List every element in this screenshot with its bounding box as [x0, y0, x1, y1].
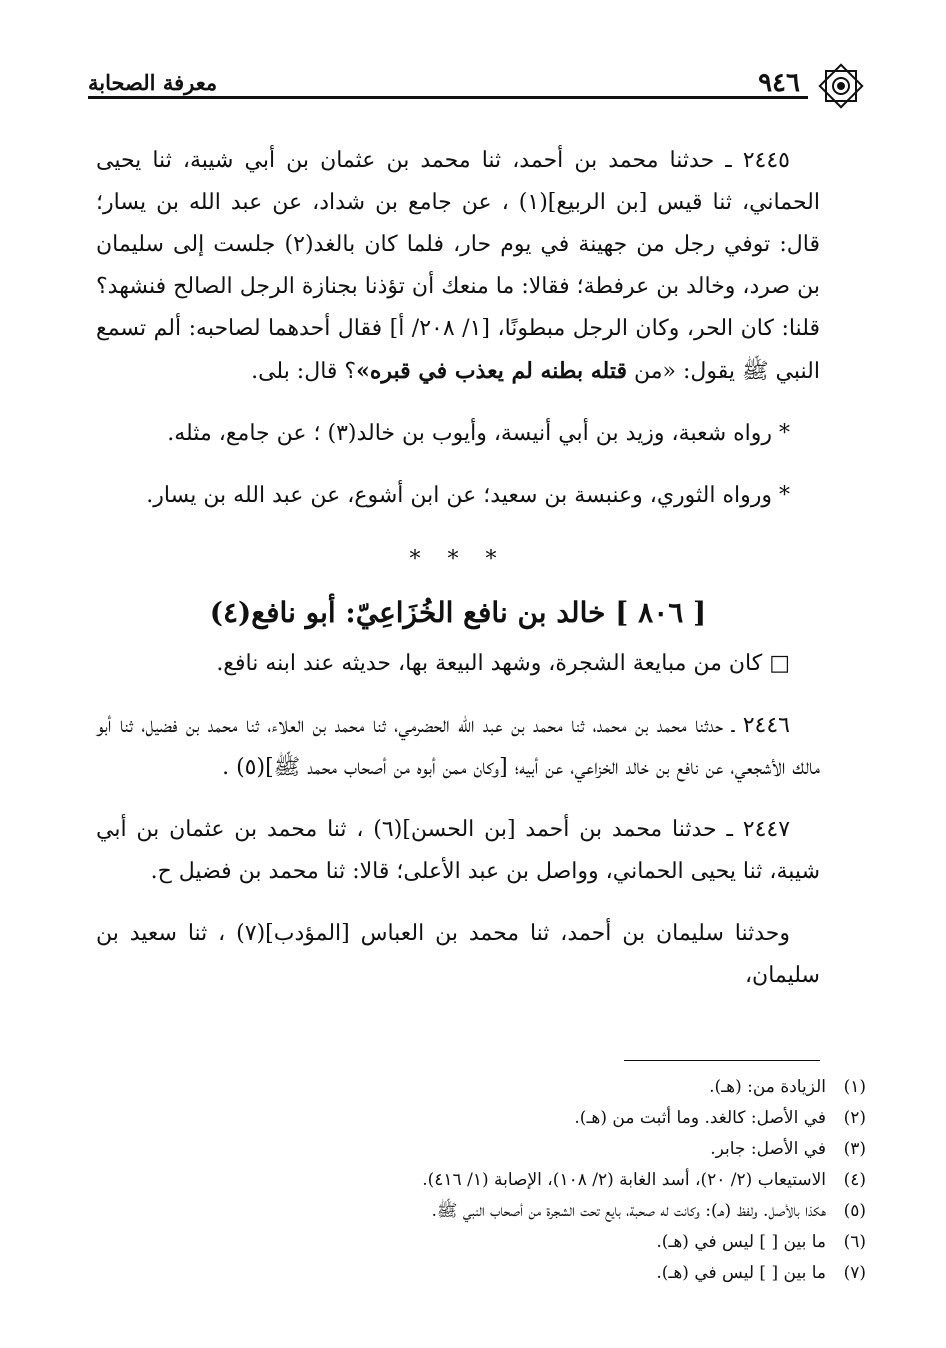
footnote-item: (٣)في الأصل: جابر.	[710, 1139, 866, 1159]
footnotes	[96, 1072, 866, 1289]
hadith-2445	[96, 140, 820, 393]
page-number: ٩٤٦	[758, 68, 800, 98]
footnote-item: (١)الزيادة من: (هـ).	[709, 1077, 866, 1097]
footnote-item: (٦)ما بين [ ] ليس في (هـ).	[656, 1232, 866, 1252]
entry-note: □ كان من مبايعة الشجرة، وشهد البيعة بها، حديثه عند ابنه نافع.	[216, 651, 790, 676]
header-divider	[88, 96, 808, 99]
hadith-2447: ٢٤٤٧ ـ حدثنا محمد بن أحمد [بن الحسن](٦) ، ثنا محمد بن عثمان بن أبي شيبة، ثنا يحيى الحماني، وواصل بن عبد الأعلى؛ قالا: ثنا محمد بن فضيل ح.	[96, 817, 820, 884]
section-separator: * * *	[409, 547, 507, 572]
footnote-item: (٧)ما بين [ ] ليس في (هـ).	[656, 1263, 866, 1283]
footnote-item: (٢)في الأصل: كالغد. وما أثبت من (هـ).	[574, 1108, 866, 1128]
hadith-2445-text: ٢٤٤٥ ـ حدثنا محمد بن أحمد، ثنا محمد بن عثمان بن أبي شيبة، ثنا يحيى الحماني، ثنا قيس [بن الربيع](١) ، عن جامع بن شداد، عن عبد الله بن يسار؛ قال: توفي رجل من جهينة في يوم حار، فلما كان بالغد(٢) جلست إلى سليمان بن صرد، وخالد بن عرفطة؛ فقالا: ما منعك أن تؤذنا بجنازة الرجل الصالح فنشهد؟ قلنا: كان الحر، وكان الرجل مبطونًا، [١/ ٢٠٨/ أ] فقال أحدهما لصاحبه: ألم تسمع النبي ﷺ يقول: «من	[96, 148, 821, 384]
footnote-item: (٤)الاستيعاب (٢/ ٢٠)، أسد الغابة (٢/ ١٠٨)، الإصابة (١/ ٤١٦).	[422, 1170, 866, 1190]
hadith-2445-tail: ؟ قال: بلى.	[251, 359, 357, 384]
narration-note-2: * ورواه الثوري، وعنبسة بن سعيد؛ عن ابن أشوع، عن عبد الله بن يسار.	[146, 483, 790, 508]
hadith-2445-quote: قتله بطنه لم يعذب في قبره»	[356, 358, 627, 384]
narration-note-1: * رواه شعبة، وزيد بن أبي أنيسة، وأيوب بن خالد(٣) ؛ عن جامع، مثله.	[167, 421, 790, 446]
hadith-2446: ٢٤٤٦ ـ حدثنا محمد بن محمد، ثنا محمد بن عبد الله الحضرمي، ثنا محمد بن العلاء، ثنا محمد بن فضيل، ثنا أبو مالك الأشجعي، عن نافع بن خالد الخزاعي، عن أبيه؛ [وكان ممن أبوه من أصحاب محمد ﷺ](٥) .	[96, 713, 820, 780]
hadith-2447-continued: وحدثنا سليمان بن أحمد، ثنا محمد بن العباس [المؤدب](٧) ، ثنا سعيد بن سليمان،	[96, 921, 820, 988]
footnote-item: (٥)هكذا بالأصل. ولفظ (هـ): وكانت له صحبة، بايع تحت الشجرة من أصحاب النبي ﷺ.	[431, 1201, 866, 1221]
main-text	[96, 140, 820, 997]
page-header	[88, 62, 866, 110]
entry-title: [ ٨٠٦ ] خالد بن نافع الخُزَاعِيّ: أبو نافع(٤)	[209, 596, 707, 629]
ornament-icon	[816, 62, 866, 110]
footnote-divider	[624, 1060, 820, 1061]
book-title: معرفة الصحابة	[88, 70, 218, 95]
